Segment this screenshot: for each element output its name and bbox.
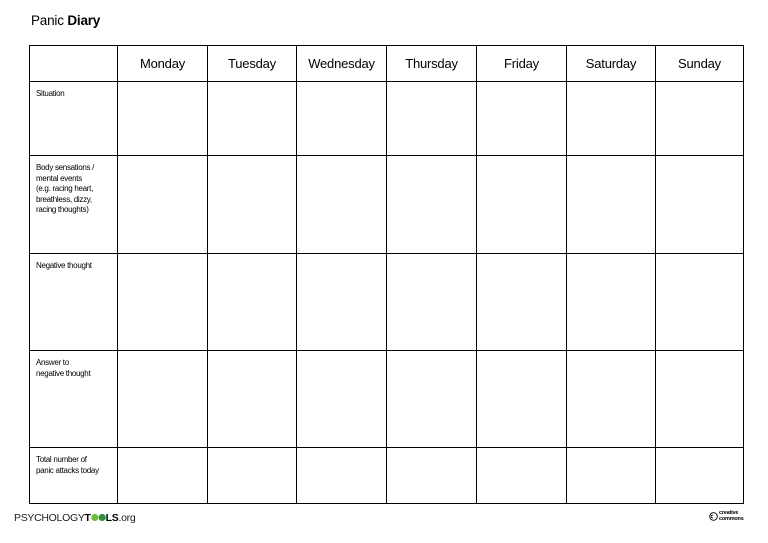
title-prefix: Panic: [31, 13, 64, 28]
title-bold: Diary: [67, 13, 101, 28]
entry-cell[interactable]: [297, 448, 387, 504]
logo-text-bold-start: T: [84, 512, 91, 524]
entry-cell[interactable]: [567, 254, 656, 351]
entry-cell[interactable]: [118, 448, 208, 504]
entry-cell[interactable]: [477, 351, 567, 448]
page-title: [31, 13, 100, 28]
day-header-wednesday: Wednesday: [297, 46, 387, 82]
row-total-attacks: [30, 448, 744, 504]
entry-cell[interactable]: [477, 448, 567, 504]
row-label-text: Negative thought: [36, 261, 92, 270]
entry-cell[interactable]: [567, 448, 656, 504]
creative-commons-badge: [709, 511, 744, 522]
entry-cell[interactable]: [567, 156, 656, 254]
row-label: [30, 448, 118, 504]
row-label-text: Total number of panic attacks today: [36, 455, 99, 475]
diary-table: [29, 45, 744, 504]
day-header-sunday: Sunday: [656, 46, 744, 82]
entry-cell[interactable]: [297, 254, 387, 351]
entry-cell[interactable]: [656, 448, 744, 504]
entry-cell[interactable]: [477, 156, 567, 254]
entry-cell[interactable]: [567, 82, 656, 156]
entry-cell[interactable]: [208, 448, 297, 504]
row-negative-thought: [30, 254, 744, 351]
entry-cell[interactable]: [118, 82, 208, 156]
entry-cell[interactable]: [656, 82, 744, 156]
day-header-saturday: Saturday: [567, 46, 656, 82]
entry-cell[interactable]: [118, 254, 208, 351]
entry-cell[interactable]: [118, 156, 208, 254]
entry-cell[interactable]: [208, 254, 297, 351]
row-label-text: Body sensations / mental events (e.g. racing heart, breathless, dizzy, racing thoughts): [36, 163, 95, 214]
day-header-monday: Monday: [118, 46, 208, 82]
row-label: [30, 156, 118, 254]
entry-cell[interactable]: [297, 351, 387, 448]
row-label: [30, 82, 118, 156]
entry-cell[interactable]: [387, 82, 477, 156]
row-body-sensations: [30, 156, 744, 254]
entry-cell[interactable]: [387, 448, 477, 504]
entry-cell[interactable]: [387, 351, 477, 448]
row-label-text: Answer to negative thought: [36, 358, 91, 378]
row-situation: [30, 82, 744, 156]
logo-dots-icon: [91, 513, 106, 522]
day-header-thursday: Thursday: [387, 46, 477, 82]
entry-cell[interactable]: [477, 82, 567, 156]
row-label-text: Situation: [36, 89, 65, 98]
creative-commons-icon: [709, 512, 718, 521]
row-label: [30, 351, 118, 448]
entry-cell[interactable]: [656, 351, 744, 448]
entry-cell[interactable]: [208, 156, 297, 254]
entry-cell[interactable]: [208, 351, 297, 448]
logo-text-left: PSYCHOLOGY: [14, 512, 85, 524]
entry-cell[interactable]: [656, 254, 744, 351]
entry-cell[interactable]: [656, 156, 744, 254]
creative-commons-text: creative commons: [719, 510, 744, 522]
logo-text-bold-end: LS: [105, 512, 119, 524]
entry-cell[interactable]: [567, 351, 656, 448]
day-header-friday: Friday: [477, 46, 567, 82]
entry-cell[interactable]: [387, 254, 477, 351]
row-label: [30, 254, 118, 351]
corner-cell: [30, 46, 118, 82]
header-row: [30, 46, 744, 82]
entry-cell[interactable]: [208, 82, 297, 156]
entry-cell[interactable]: [387, 156, 477, 254]
entry-cell[interactable]: [297, 82, 387, 156]
entry-cell[interactable]: [118, 351, 208, 448]
logo-text-suffix: .org: [118, 512, 136, 524]
day-header-tuesday: Tuesday: [208, 46, 297, 82]
psychologytools-logo: [14, 512, 135, 524]
entry-cell[interactable]: [297, 156, 387, 254]
entry-cell[interactable]: [477, 254, 567, 351]
row-answer: [30, 351, 744, 448]
